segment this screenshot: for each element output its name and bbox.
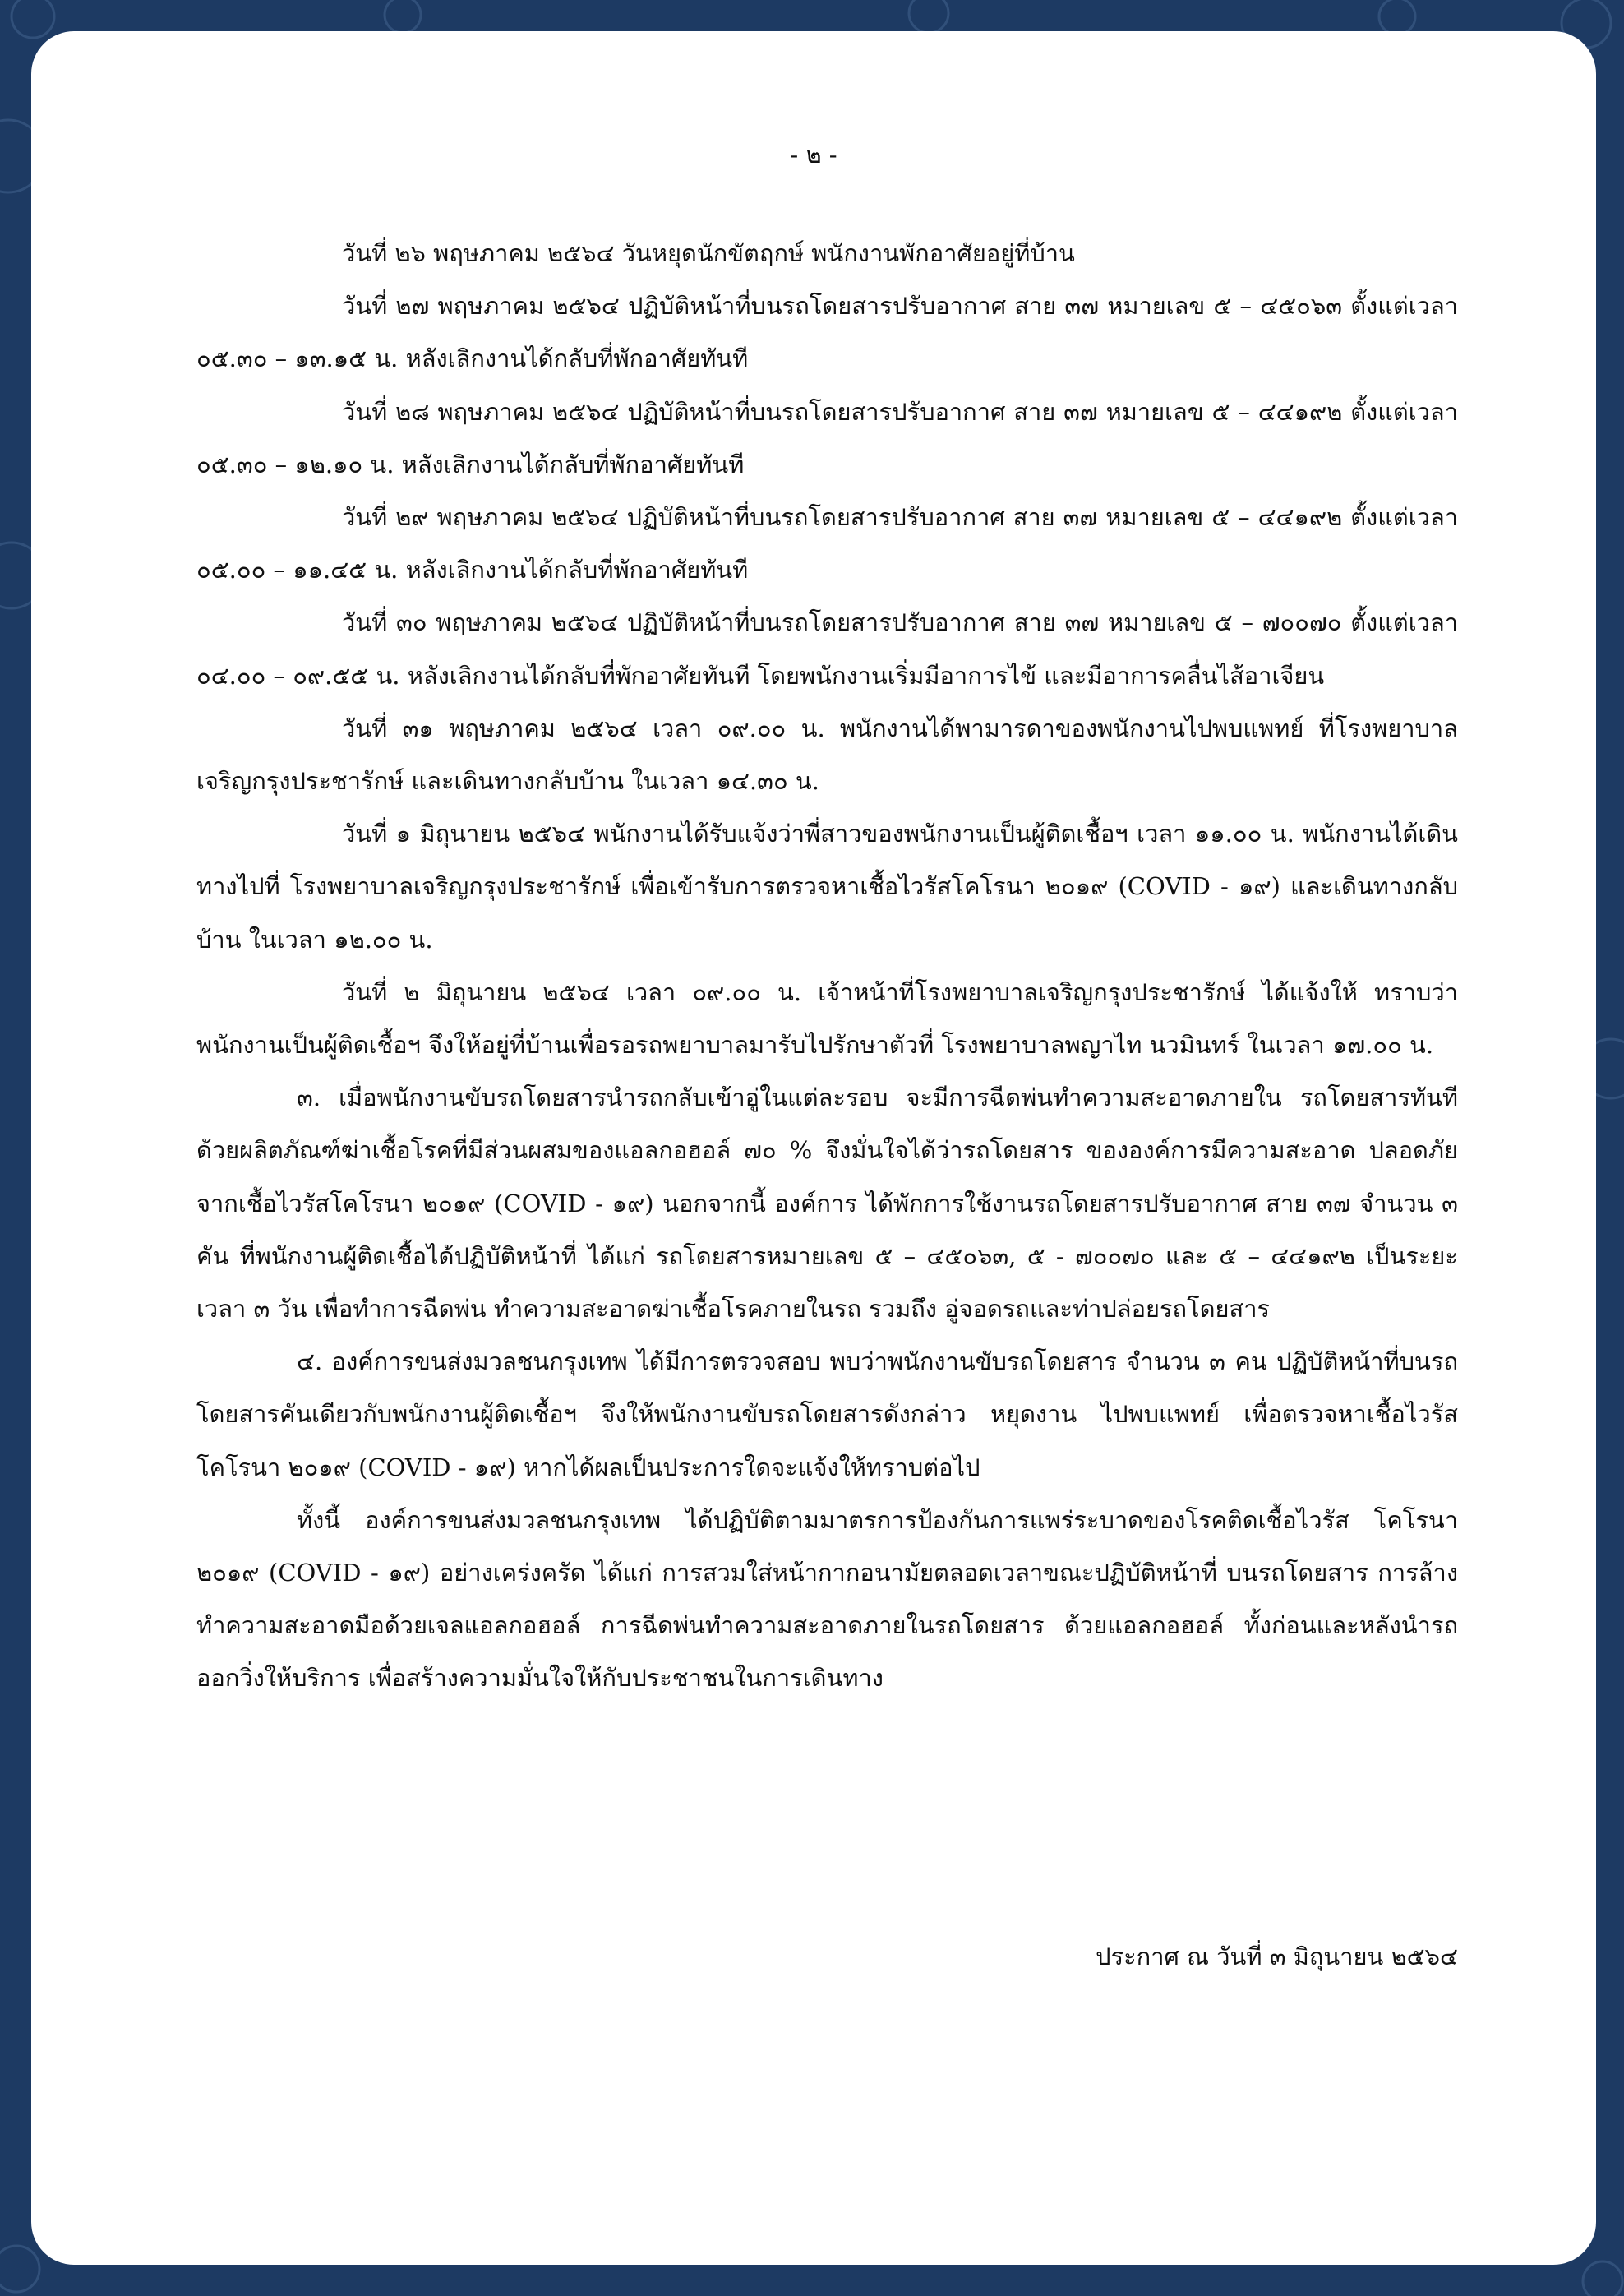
announcement-date: ประกาศ ณ วันที่ ๓ มิถุนายน ๒๕๖๔ [1096,1943,1458,1970]
paragraph-june-2: วันที่ ๒ มิถุนายน ๒๕๖๔ เวลา ๐๙.๐๐ น. เจ้าหน้าที่โรงพยาบาลเจริญกรุงประชารักษ์ ได้แจ้งให้ ทราบว่าพนักงานเป็นผู้ติดเชื้อฯ จึงให้อยู่ที่บ้านเพื่อรอรถพยาบาลมารับไปรักษาตัวที่ โรงพยาบาลพญาไท นวมินทร์ ในเวลา ๑๗.๐๐ น. [196,977,1458,1060]
paragraph-may-28: วันที่ ๒๘ พฤษภาคม ๒๕๖๔ ปฏิบัติหน้าที่บนรถโดยสารปรับอากาศ สาย ๓๗ หมายเลข ๕ – ๔๔๑๙๒ ตั้งแต่เวลา ๐๕.๓๐ – ๑๒.๑๐ น. หลังเลิกงานได้กลับที่พักอาศัยทันที [196,397,1458,478]
paragraph-may-30: วันที่ ๓๐ พฤษภาคม ๒๕๖๔ ปฏิบัติหน้าที่บนรถโดยสารปรับอากาศ สาย ๓๗ หมายเลข ๕ – ๗๐๐๗๐ ตั้งแต่เวลา ๐๔.๐๐ – ๐๙.๕๕ น. หลังเลิกงานได้กลับที่พักอาศัยทันที โดยพนักงานเริ่มมีอาการไข้ และมีอาการคลื่นไส้อาเจียน [196,608,1458,690]
document-body [196,227,1458,1705]
paragraph-conclusion: ทั้งนี้ องค์การขนส่งมวลชนกรุงเทพ ได้ปฏิบัติตามมาตรการป้องกันการแพร่ระบาดของโรคติดเชื้อไวรัส โคโรนา ๒๐๑๙ (COVID - ๑๙) อย่างเคร่งครัด ได้แก่ การสวมใส่หน้ากากอนามัยตลอดเวลาขณะปฏิบัติหน้าที่ บนรถโดยสาร การล้างทำความสะอาดมือด้วยเจลแอลกอฮอล์ การฉีดพ่นทำความสะอาดภายในรถโดยสาร ด้วยแอลกอฮอล์ ทั้งก่อนและหลังนำรถออกวิ่งให้บริการ เพื่อสร้างความมั่นใจให้กับประชาชนในการเดินทาง [196,1505,1458,1693]
paragraph-june-1: วันที่ ๑ มิถุนายน ๒๕๖๔ พนักงานได้รับแจ้งว่าพี่สาวของพนักงานเป็นผู้ติดเชื้อฯ เวลา ๑๑.๐๐ น. พนักงานได้เดินทางไปที่ โรงพยาบาลเจริญกรุงประชารักษ์ เพื่อเข้ารับการตรวจหาเชื้อไวรัสโคโรนา ๒๐๑๙ (COVID - ๑๙) และเดินทางกลับบ้าน ในเวลา ๑๒.๐๐ น. [196,820,1458,954]
paragraph-may-31: วันที่ ๓๑ พฤษภาคม ๒๕๖๔ เวลา ๐๙.๐๐ น. พนักงานได้พามารดาของพนักงานไปพบแพทย์ ที่โรงพยาบาลเจริญกรุงประชารักษ์ และเดินทางกลับบ้าน ในเวลา ๑๔.๓๐ น. [196,714,1458,796]
document-page [31,31,1596,2265]
page-number: - ๒ - [790,141,837,169]
paragraph-item-4: ๔. องค์การขนส่งมวลชนกรุงเทพ ได้มีการตรวจสอบ พบว่าพนักงานขับรถโดยสาร จำนวน ๓ คน ปฏิบัติหน้าที่บนรถโดยสารคันเดียวกับพนักงานผู้ติดเชื้อฯ จึงให้พนักงานขับรถโดยสารดังกล่าว หยุดงาน ไปพบแพทย์ เพื่อตรวจหาเชื้อไวรัสโคโรนา ๒๐๑๙ (COVID - ๑๙) หากได้ผลเป็นประการใดจะแจ้งให้ทราบต่อไป [196,1347,1458,1481]
paragraph-item-3: ๓. เมื่อพนักงานขับรถโดยสารนำรถกลับเข้าอู่ในแต่ละรอบ จะมีการฉีดพ่นทำความสะอาดภายใน รถโดยสารทันทีด้วยผลิตภัณฑ์ฆ่าเชื้อโรคที่มีส่วนผสมของแอลกอฮอล์ ๗๐ % จึงมั่นใจได้ว่ารถโดยสาร ขององค์การมีความสะอาด ปลอดภัยจากเชื้อไวรัสโคโรนา ๒๐๑๙ (COVID - ๑๙) นอกจากนี้ องค์การ ได้พักการใช้งานรถโดยสารปรับอากาศ สาย ๓๗ จำนวน ๓ คัน ที่พนักงานผู้ติดเชื้อได้ปฏิบัติหน้าที่ ได้แก่ รถโดยสารหมายเลข ๕ – ๔๕๐๖๓, ๕ - ๗๐๐๗๐ และ ๕ – ๔๔๑๙๒ เป็นระยะเวลา ๓ วัน เพื่อทำการฉีดพ่น ทำความสะอาดฆ่าเชื้อโรคภายในรถ รวมถึง อู่จอดรถและท่าปล่อยรถโดยสาร [196,1083,1458,1324]
paragraph-may-27: วันที่ ๒๗ พฤษภาคม ๒๕๖๔ ปฏิบัติหน้าที่บนรถโดยสารปรับอากาศ สาย ๓๗ หมายเลข ๕ – ๔๕๐๖๓ ตั้งแต่เวลา ๐๕.๓๐ – ๑๓.๑๕ น. หลังเลิกงานได้กลับที่พักอาศัยทันที [196,292,1458,373]
paragraph-may-26: วันที่ ๒๖ พฤษภาคม ๒๕๖๔ วันหยุดนักขัตฤกษ์ พนักงานพักอาศัยอยู่ที่บ้าน [342,239,1075,267]
paragraph-may-29: วันที่ ๒๙ พฤษภาคม ๒๕๖๔ ปฏิบัติหน้าที่บนรถโดยสารปรับอากาศ สาย ๓๗ หมายเลข ๕ – ๔๔๑๙๒ ตั้งแต่เวลา ๐๕.๐๐ – ๑๑.๔๕ น. หลังเลิกงานได้กลับที่พักอาศัยทันที [196,503,1458,584]
